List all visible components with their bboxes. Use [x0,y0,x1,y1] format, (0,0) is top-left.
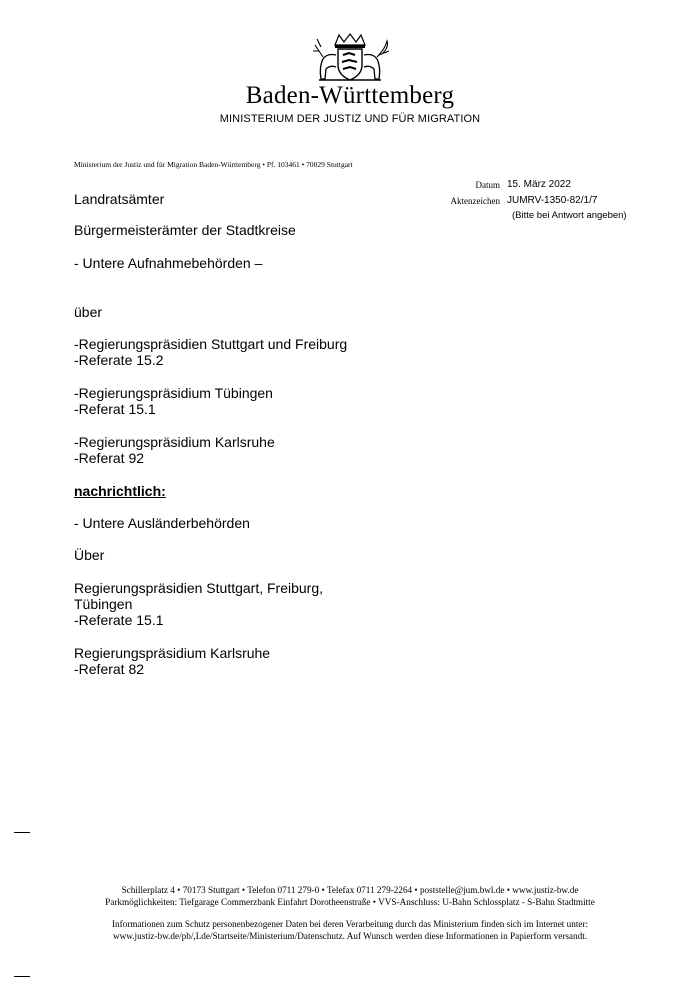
recipient-line: Über [74,547,105,563]
recipient-line: -Referat 15.1 [74,401,156,417]
recipient-line: -Referate 15.2 [74,352,164,368]
recipient-line: -Referat 82 [74,661,145,677]
fold-mark [14,976,30,977]
file-reference-note: (Bitte bei Antwort angeben) [512,210,627,221]
recipient-line: Tübingen [74,596,133,612]
cc-heading: nachrichtlich: [74,483,166,499]
footer-parking-line: Parkmöglichkeiten: Tiefgarage Commerzbank Einfahrt Dorotheenstraße • VVS-Anschluss: U-Bahn Schlossplatz - S-Bahn Stadtmitte [105,897,595,907]
file-reference-value: JUMRV-1350-82/1/7 [507,195,598,206]
date-value: 15. März 2022 [507,179,571,190]
recipient-line: Regierungspräsidium Karlsruhe [74,645,271,661]
recipient-line: -Regierungspräsidium Tübingen [74,385,273,401]
coat-of-arms-icon [305,33,395,83]
recipient-line: Regierungspräsidien Stuttgart, Freiburg, [74,580,324,596]
recipient-line: Bürgermeisterämter der Stadtkreise [74,222,296,238]
recipient-line: -Regierungspräsidium Karlsruhe [74,434,275,450]
fold-mark [14,832,30,833]
recipient-line: -Referate 15.1 [74,612,164,628]
recipient-line: über [74,304,103,320]
state-name: Baden-Württemberg [245,82,455,109]
footer-contact-line: Schillerplatz 4 • 70173 Stuttgart • Telefon 0711 279-0 • Telefax 0711 279-2264 • poststelle@jum.bwl.de • www.justiz-bw.de [121,885,579,895]
recipient-line: Landratsämter [74,191,165,207]
ministry-name: MINISTERIUM DER JUSTIZ UND FÜR MIGRATION [219,113,481,125]
recipient-line: - Untere Aufnahmebehörden – [74,255,263,271]
recipient-line: -Referat 92 [74,450,145,466]
date-label: Datum [475,180,500,190]
footer-privacy-line: Informationen zum Schutz personenbezogener Daten bei deren Verarbeitung durch das Ministerium finden sich im Internet unter: [111,919,589,929]
file-reference-label: Aktenzeichen [450,196,500,206]
recipient-line: - Untere Ausländerbehörden [74,515,250,531]
return-address: Ministerium der Justiz und für Migration Baden-Württemberg • Pf. 103461 • 70029 Stuttgart [74,160,353,169]
footer-privacy-line: www.justiz-bw.de/pb/,Lde/Startseite/Ministerium/Datenschutz. Auf Wunsch werden diese Informationen in Papierform versandt. [112,931,588,941]
recipient-line: -Regierungspräsidien Stuttgart und Freiburg [74,336,348,352]
